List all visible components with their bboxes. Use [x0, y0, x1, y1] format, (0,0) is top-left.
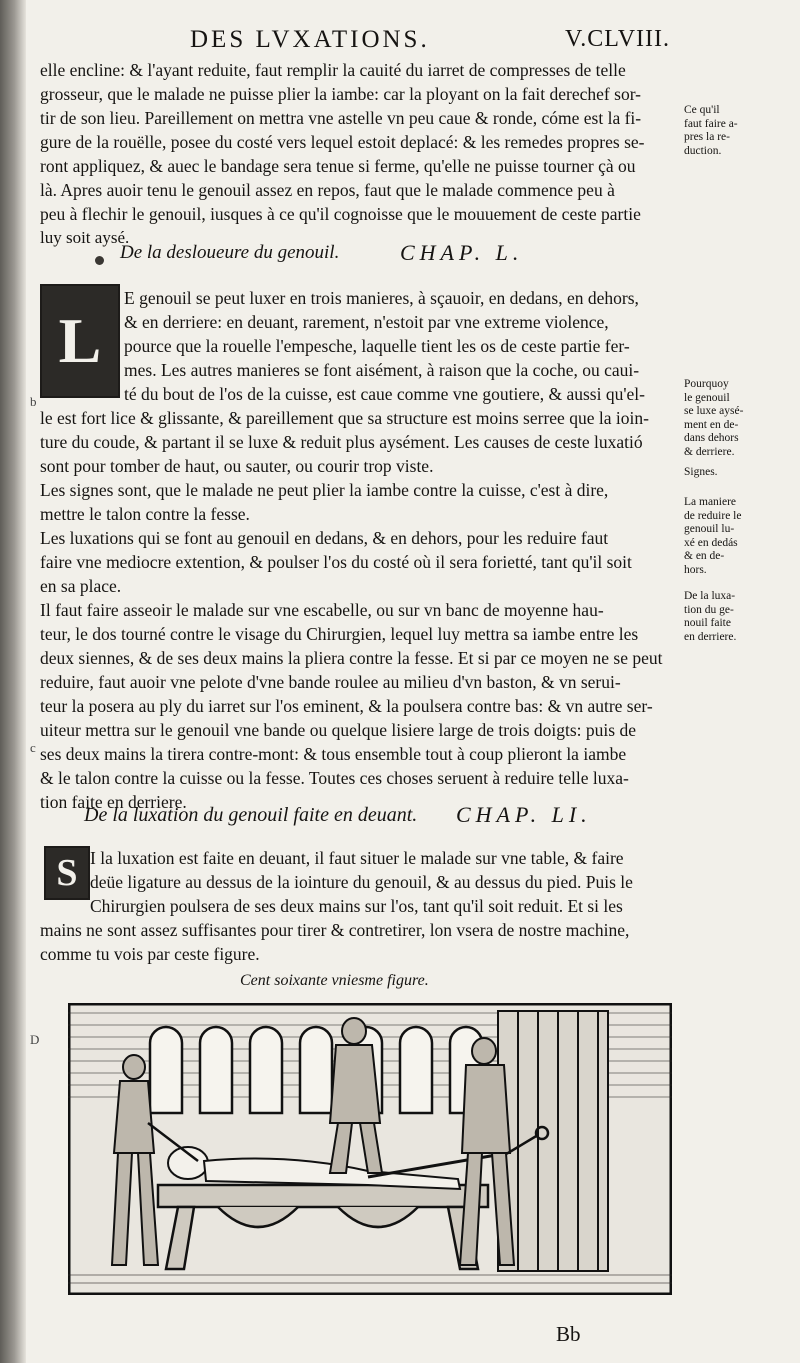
folio-number: V.CLVIII. — [565, 26, 671, 52]
text-line: grosseur, que le malade ne puisse plier la iambe: car la ployant on la fait derechef sor- — [40, 84, 641, 104]
chapter-51-text — [40, 846, 680, 966]
margin-note-line: le genouil — [684, 391, 730, 404]
signature-mark: Bb — [556, 1322, 581, 1346]
margin-note-line: Signes. — [684, 466, 718, 478]
text-line: ture du coude, & partant il se luxe & reduit plus aysément. Les causes de ceste luxatió — [40, 432, 643, 452]
text-line: Chirurgien poulsera de ses deux mains sur l'os, tant qu'il soit reduit. Et si les — [90, 896, 623, 916]
text-line: uiteur mettra sur le genouil vne bande ou quelque lisiere large de trois doigts: puis de — [40, 720, 636, 740]
margin-note-line: duction. — [684, 144, 722, 157]
margin-note-line: en derriere. — [684, 630, 737, 643]
margin-note-line: & en de- — [684, 550, 725, 562]
chapter-50-title: De la desloueure du genouil. — [120, 242, 340, 263]
arcade-windows — [150, 1027, 482, 1113]
margin-note-line: ment en de- — [684, 418, 739, 431]
chapter-51-heading — [84, 802, 644, 836]
margin-note-line: hors. — [684, 563, 707, 576]
text-line: tir de son lieu. Pareillement on mettra vne astelle vn peu caue & ronde, cóme est la fi- — [40, 108, 642, 128]
figure-caption: Cent soixante vniesme figure. — [240, 972, 429, 989]
margin-note-line: tion du ge- — [684, 603, 734, 616]
margin-note-line: faut faire a- — [684, 117, 738, 130]
text-line: elle encline: & l'ayant reduite, faut remplir la cauité du iarret de compresses de telle — [40, 60, 626, 80]
text-line: mes. Les autres manieres se font aisément, à raison que la coche, ou caui- — [124, 360, 640, 380]
text-line: E genouil se peut luxer en trois manieres, à sçauoir, en dedans, en dehors, — [124, 288, 639, 308]
running-head — [0, 26, 800, 56]
margin-note-line: genouil lu- — [684, 523, 735, 535]
margin-note-line: dans dehors — [684, 432, 739, 444]
text-line: le est fort lice & glissante, & pareillement que sa structure est moins serree que la ioin- — [40, 408, 649, 428]
chapter-50-heading — [120, 240, 680, 274]
chapter-50-text — [40, 286, 680, 814]
bullet-mark — [95, 256, 104, 265]
margin-note-line: Pourquoy — [684, 378, 729, 390]
dropcap-l-letter: L — [58, 305, 102, 376]
text-line: deux siennes, & de ses deux mains la pliera contre la fesse. Et si par ce moyen ne se peut — [40, 648, 663, 668]
text-line: Les luxations qui se font au genouil en dedans, & en dehors, pour les reduire faut — [40, 528, 609, 548]
margin-note-line: La maniere — [684, 496, 737, 508]
text-line: & en derriere: en deuant, rarement, n'estoit par vne extreme violence, — [124, 312, 609, 332]
text-line: teur la posera au ply du iarret sur l'os eminent, & la poulsera contre bas: & vn autre ser- — [40, 696, 653, 716]
text-line: mains ne sont assez suffisantes pour tirer & contretirer, lon vsera de nostre machine, — [40, 920, 630, 940]
text-line: I la luxation est faite en deuant, il faut situer le malade sur vne table, & faire — [90, 848, 624, 868]
margin-note-maniere — [684, 496, 796, 577]
text-line: Il faut faire asseoir le malade sur vne escabelle, ou sur vn banc de moyenne hau- — [40, 600, 604, 620]
text-line: pource que la rouelle l'empesche, laquelle tient les os de ceste partie fer- — [124, 336, 630, 356]
page-gutter-shadow — [0, 0, 26, 1363]
margin-note-line: Ce qu'il — [684, 104, 720, 116]
text-line: teur, le dos tourné contre le visage du Chirurgien, lequel luy mettra sa iambe entre les — [40, 624, 639, 644]
text-line: ses deux mains la tirera contre-mont: & tous ensemble tout à coup plieront la iambe — [40, 744, 627, 764]
text-line: luy soit aysé. — [40, 228, 130, 247]
text-line: faire vne mediocre extention, & poulser l'os du costé où il sera forietté, tant qu'il soit — [40, 552, 632, 572]
text-line: Les signes sont, que le malade ne peut plier la iambe contre la cuisse, c'est à dire, — [40, 480, 609, 500]
chapter-51-number: CHAP. LI. — [456, 802, 592, 827]
margin-marker-b: b — [30, 394, 37, 409]
margin-marker-c: c — [30, 740, 36, 755]
text-line: peu à flechir le genouil, iusques à ce qu'il cognoisse que le mouuement de ceste partie — [40, 204, 641, 224]
margin-note-line: & derriere. — [684, 445, 735, 458]
margin-note-line: pres la re- — [684, 131, 730, 143]
text-line: sont pour tomber de haut, ou sauter, ou courir trop viste. — [40, 456, 434, 476]
text-line: deüe ligature au dessus de la iointure du genouil, & au dessus du pied. Puis le — [90, 872, 633, 892]
text-line: reduire, faut auoir vne pelote d'vne bande roulee au milieu d'vn baston, & vn serui- — [40, 672, 621, 692]
text-line: là. Apres auoir tenu le genouil assez en repos, faut que le malade commence peu à — [40, 180, 615, 200]
margin-note-line: se luxe aysé- — [684, 405, 744, 417]
paragraph-continuation — [40, 58, 680, 250]
chapter-51-title: De la luxation du genouil faite en deuant. — [84, 804, 418, 826]
running-title: DES LVXATIONS. — [190, 26, 430, 53]
dropcap-s-letter: S — [56, 852, 78, 894]
text-line: & le talon contre la cuisse ou la fesse. Toutes ces choses seruent à reduire telle luxa- — [40, 768, 629, 788]
text-line: tion faite en derriere. — [40, 792, 187, 812]
margin-note-line: de reduire le — [684, 509, 742, 522]
text-line: té du bout de l'os de la cuisse, est caue comme vne goutiere, & aussi qu'el- — [124, 384, 645, 404]
chapter-50-number: CHAP. L. — [400, 240, 524, 265]
margin-note-line: De la luxa- — [684, 590, 736, 602]
text-line: gure de la rouëlle, posee du costé vers lequel estoit deplacé: & les remedes propres se- — [40, 132, 645, 152]
margin-note-pourquoy — [684, 378, 796, 459]
text-line: ront appliquez, & auec le bandage sera tenue si ferme, qu'elle ne puisse tourner çà ou — [40, 156, 636, 176]
text-line: mettre le talon contre la fesse. — [40, 504, 250, 524]
margin-note-derriere — [684, 590, 796, 644]
margin-marker-d: D — [30, 1032, 40, 1047]
margin-note-line: xé en dedás — [684, 536, 738, 549]
text-line: comme tu vois par ceste figure. — [40, 944, 260, 964]
margin-note-line: nouil faite — [684, 617, 731, 629]
text-line: en sa place. — [40, 576, 122, 596]
margin-note-reduction — [684, 104, 796, 158]
woodcut-illustration — [68, 1003, 672, 1295]
margin-note-signes — [684, 466, 796, 480]
